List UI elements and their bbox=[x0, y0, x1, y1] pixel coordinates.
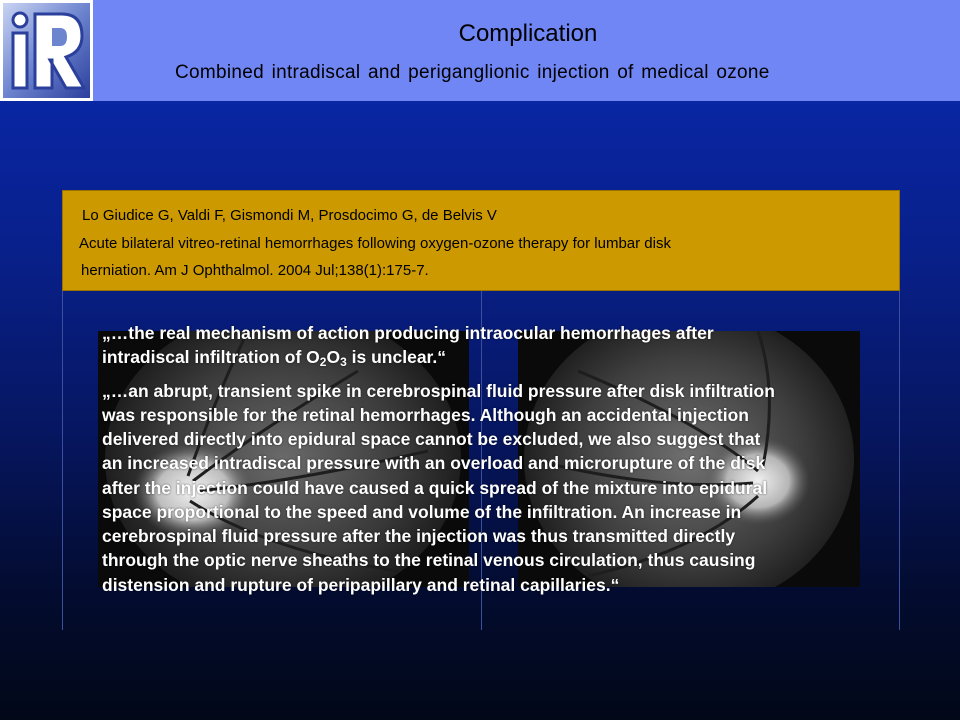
quote-2-line-7: cerebrospinal fluid pressure after the injection was thus transmitted directly bbox=[102, 526, 736, 546]
quote-2-line-6: space proportional to the speed and volume of the infiltration. An increase in bbox=[102, 502, 742, 522]
quote-2-line-8: through the optic nerve sheaths to the retinal venous circulation, thus causing bbox=[102, 550, 756, 570]
page-title: Complication bbox=[458, 20, 598, 47]
table-border-right bbox=[899, 291, 900, 630]
reference-title-line2: herniation. Am J Ophthalmol. 2004 Jul;138(1):175-7. bbox=[81, 262, 429, 279]
quote-2-line-9: distension and rupture of peripapillary and retinal capillaries.“ bbox=[102, 575, 620, 595]
table-border-left bbox=[62, 291, 63, 630]
ir-logo-icon bbox=[0, 0, 93, 101]
reference-authors: Lo Giudice G, Valdi F, Gismondi M, Prosdocimo G, de Belvis V bbox=[82, 207, 497, 224]
quote-1-line-2: intradiscal infiltration of $O_2O_3$ is unclear.“ bbox=[102, 347, 447, 369]
quote-2-line-3: delivered directly into epidural space cannot be excluded, we also suggest that bbox=[102, 429, 761, 449]
reference-box bbox=[62, 190, 900, 291]
header-bar bbox=[0, 0, 960, 101]
quote-2-line-1: „…an abrupt, transient spike in cerebrospinal fluid pressure after disk infiltration bbox=[102, 381, 775, 401]
quote-2-line-4: an increased intradiscal pressure with an overload and microrupture of the disk bbox=[102, 453, 766, 473]
page-subtitle: Combined intradiscal and periganglionic injection of medical ozone bbox=[175, 62, 770, 83]
logo bbox=[0, 0, 93, 101]
quote-2-line-5: after the injection could have caused a quick spread of the mixture into epidural bbox=[102, 478, 768, 498]
reference-title-line1: Acute bilateral vitreo-retinal hemorrhages following oxygen-ozone therapy for lumbar disk bbox=[79, 235, 671, 252]
quote-1-line-1: „…the real mechanism of action producing intraocular hemorrhages after bbox=[102, 323, 714, 343]
quote-2-line-2: was responsible for the retinal hemorrhages. Although an accidental injection bbox=[102, 405, 749, 425]
